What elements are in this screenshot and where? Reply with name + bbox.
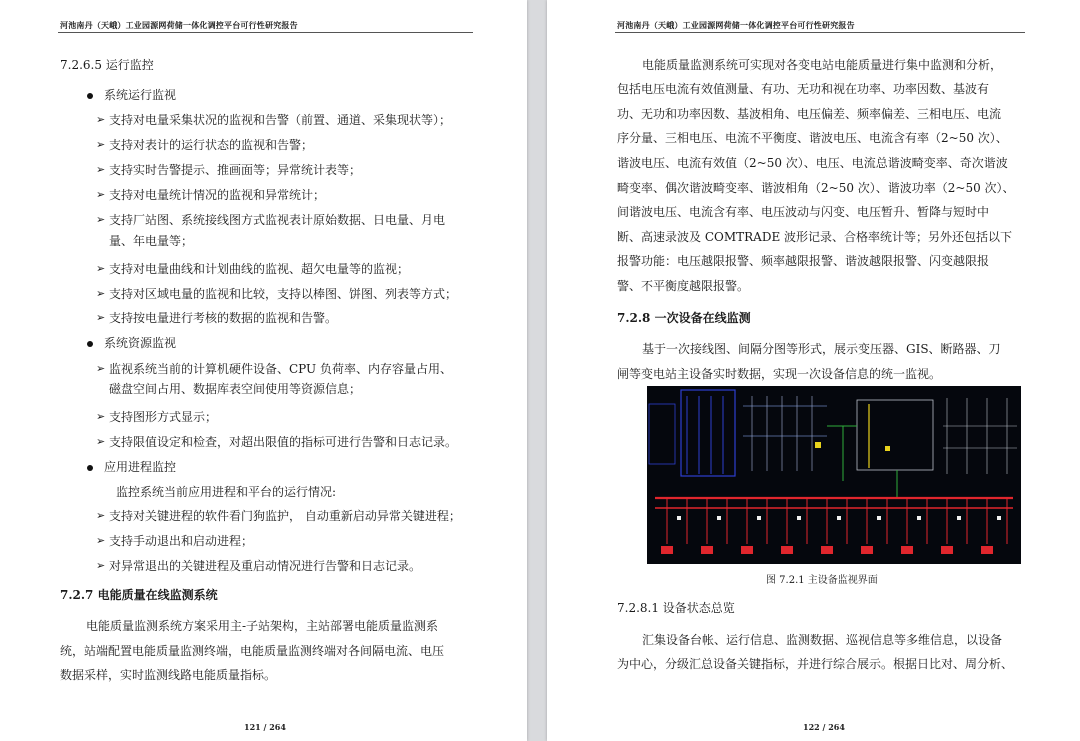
- section-heading: 7.2.8.1 设备状态总览: [617, 601, 735, 615]
- left-page: [0, 0, 527, 741]
- paragraph-line: 电能质量监测系统方案采用主-子站架构，主站部署电能质量监测系: [86, 619, 439, 633]
- paragraph-line: 闸等变电站主设备实时数据，实现一次设备信息的统一监视。: [617, 367, 942, 381]
- list-item: 支持实时告警提示、推画面等；异常统计表等；: [109, 163, 362, 177]
- equipment-monitoring-figure: [647, 386, 1021, 564]
- bullet-label: 系统运行监视: [104, 88, 177, 102]
- arrow-bullet-icon: ➢: [96, 287, 106, 300]
- arrow-bullet-icon: ➢: [96, 188, 106, 201]
- paragraph-line: 数据采样，实时监测线路电能质量指标。: [60, 668, 277, 682]
- arrow-bullet-icon: ➢: [96, 163, 106, 176]
- paragraph-line: 报警功能：电压越限报警、频率越限报警、谐波越限报警、闪变越限报: [617, 254, 990, 268]
- bullet-dot: [87, 465, 93, 471]
- paragraph-line: 基于一次接线图、间隔分图等形式，展示变压器、GIS、断路器、刀: [642, 342, 1001, 356]
- list-item-continuation: 量、年电量等；: [109, 234, 194, 248]
- arrow-bullet-icon: ➢: [96, 559, 106, 572]
- running-header: 河池南丹（天峨）工业园源网荷储一体化调控平台可行性研究报告: [617, 20, 855, 30]
- paragraph-line: 汇集设备台帐、运行信息、监测数据、巡视信息等多维信息，以设备: [642, 633, 1003, 647]
- arrow-bullet-icon: ➢: [96, 113, 106, 126]
- paragraph-line: 间谐波电压、电流含有率、电压波动与闪变、电压暂升、暂降与短时中: [617, 205, 990, 219]
- paragraph-line: 畸变率、偶次谐波畸变率、谐波相角（2~50 次）、谐波功率（2~50 次）、: [617, 181, 1015, 195]
- paragraph-line: 包括电压电流有效值测量、有功、无功和视在功率、功率因数、基波有: [617, 82, 990, 96]
- bullet-dot: [87, 341, 93, 347]
- arrow-bullet-icon: ➢: [96, 435, 106, 448]
- list-item: 对异常退出的关键进程及重启动情况进行告警和日志记录。: [109, 559, 422, 573]
- list-item: 支持厂站图、系统接线图方式监视表计原始数据、日电量、月电: [109, 213, 446, 227]
- arrow-bullet-icon: ➢: [96, 509, 106, 522]
- section-heading: 7.2.7 电能质量在线监测系统: [60, 588, 218, 602]
- list-item: 支持对电量曲线和计划曲线的监视、超欠电量等的监视；: [109, 262, 410, 276]
- bullet-label: 应用进程监控: [104, 460, 177, 474]
- arrow-bullet-icon: ➢: [96, 213, 106, 226]
- page-number: 121 / 264: [244, 722, 286, 732]
- paragraph-line: 为中心，分级汇总设备关键指标，并进行综合展示。根据日比对、周分析、: [617, 657, 1014, 671]
- bullet-dot: [87, 93, 93, 99]
- section-heading: 7.2.6.5 运行监控: [60, 58, 154, 72]
- list-item: 监视系统当前的计算机硬件设备、CPU 负荷率、内存容量占用、: [109, 362, 452, 376]
- arrow-bullet-icon: ➢: [96, 534, 106, 547]
- list-item: 支持按电量进行考核的数据的监视和告警。: [109, 311, 338, 325]
- list-item: 支持对电量采集状况的监视和告警（前置、通道、采集现状等）；: [109, 113, 452, 127]
- list-item: 支持图形方式显示；: [109, 410, 218, 424]
- list-item-continuation: 磁盘空间占用、数据库表空间使用等资源信息；: [109, 382, 362, 396]
- paragraph-line: 谐波电压、电流有效值（2~50 次）、电压、电流总谐波畸变率、奇次谐波: [617, 156, 1008, 170]
- paragraph-line: 监控系统当前应用进程和平台的运行情况:: [116, 485, 337, 499]
- paragraph-line: 功、无功和功率因数、基波相角、电压偏差、频率偏差、三相电压、电流: [617, 107, 1002, 121]
- arrow-bullet-icon: ➢: [96, 311, 106, 324]
- single-line-diagram-image: [647, 386, 1021, 564]
- list-item: 支持对表计的运行状态的监视和告警；: [109, 138, 314, 152]
- arrow-bullet-icon: ➢: [96, 138, 106, 151]
- arrow-bullet-icon: ➢: [96, 262, 106, 275]
- list-item: 支持对电量统计情况的监视和异常统计；: [109, 188, 326, 202]
- paragraph-line: 断、高速录波及 COMTRADE 波形记录、合格率统计等；另外还包括以下: [617, 230, 1013, 244]
- bullet-label: 系统资源监视: [104, 336, 177, 350]
- paragraph-line: 序分量、三相电压、电流不平衡度、谐波电压、电流含有率（2~50 次）、: [617, 131, 1008, 145]
- right-page: [547, 0, 1080, 741]
- paragraph-line: 警、不平衡度越限报警。: [617, 279, 750, 293]
- arrow-bullet-icon: ➢: [96, 410, 106, 423]
- list-item: 支持手动退出和启动进程；: [109, 534, 254, 548]
- paragraph-line: 统，站端配置电能质量监测终端，电能质量监测终端对各间隔电流、电压: [60, 644, 445, 658]
- header-rule: [58, 32, 473, 33]
- running-header: 河池南丹（天峨）工业园源网荷储一体化调控平台可行性研究报告: [60, 20, 298, 30]
- list-item: 支持限值设定和检查，对超出限值的指标可进行告警和日志记录。: [109, 435, 458, 449]
- paragraph-line: 电能质量监测系统可实现对各变电站电能质量进行集中监测和分析，: [642, 58, 1003, 72]
- list-item: 支持对关键进程的软件看门狗监护， 自动重新启动异常关键进程；: [109, 509, 461, 523]
- section-heading: 7.2.8 一次设备在线监测: [617, 311, 751, 325]
- page-number: 122 / 264: [803, 722, 845, 732]
- list-item: 支持对区域电量的监视和比较，支持以棒图、饼图、列表等方式；: [109, 287, 458, 301]
- figure-caption: 图 7.2.1 主设备监视界面: [766, 575, 878, 586]
- header-rule: [615, 32, 1025, 33]
- arrow-bullet-icon: ➢: [96, 362, 106, 375]
